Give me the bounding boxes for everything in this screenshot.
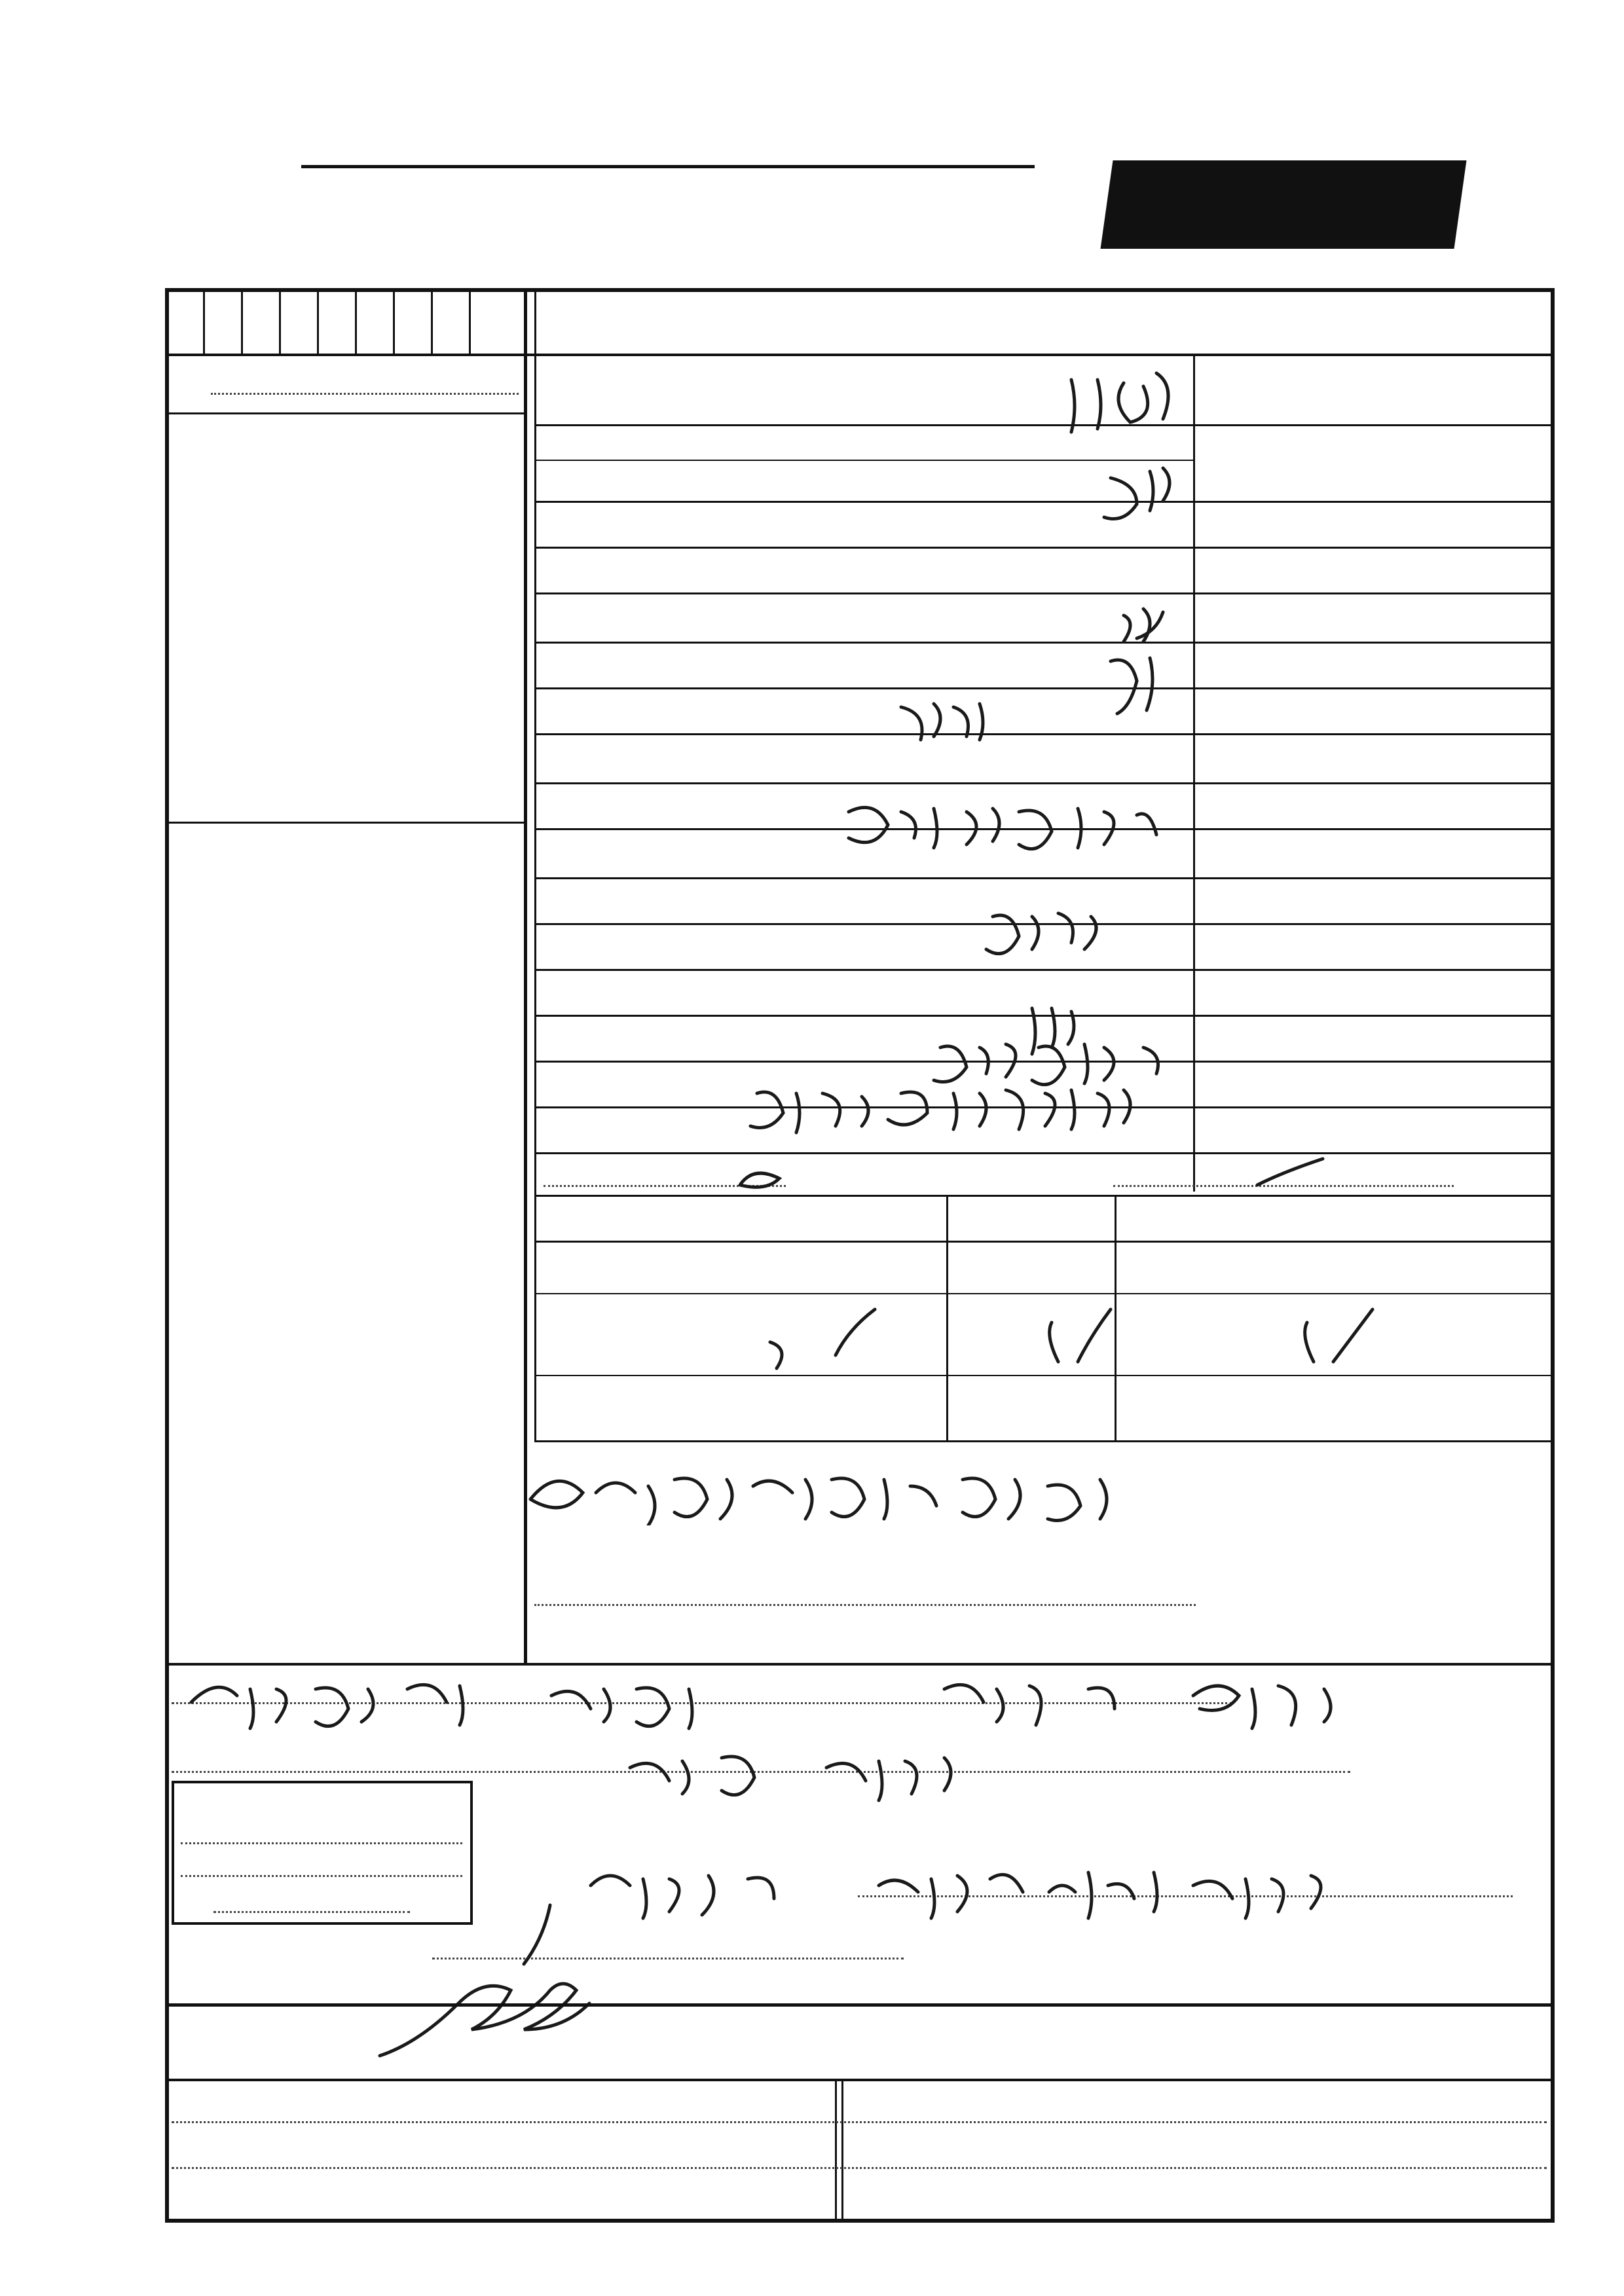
hebrew-handwriting <box>534 354 1196 1198</box>
children-dash-marks <box>534 1296 1555 1394</box>
authority-underline <box>301 165 1035 168</box>
yad-vashem-logo <box>1101 160 1467 249</box>
officer-signature <box>354 1886 720 2082</box>
spouse-mark <box>720 1152 1349 1198</box>
last-address-handwriting <box>517 1453 1139 1525</box>
